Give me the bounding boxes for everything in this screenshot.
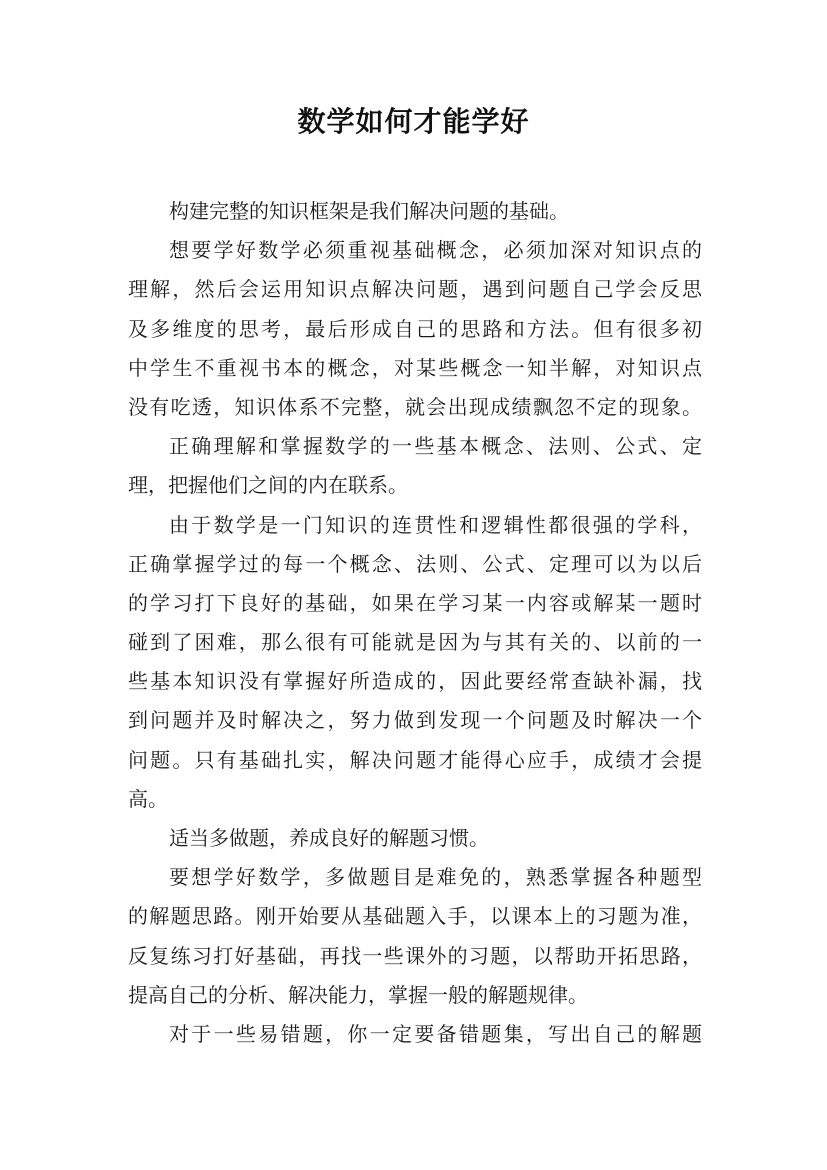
text-line: 由于数学是一门知识的连贯性和逻辑性都很强的学科，: [169, 512, 702, 537]
text-line: 些基本知识没有掌握好所造成的，因此要经常查缺补漏，找: [128, 669, 702, 694]
text-line: 问题。只有基础扎实，解决问题才能得心应手，成绩才会提: [128, 747, 702, 772]
text-line: 想要学好数学必须重视基础概念，必须加深对知识点的: [169, 238, 702, 263]
text-line: 对于一些易错题，你一定要备错题集，写出自己的解题: [169, 1021, 702, 1046]
document-title: 数学如何才能学好: [297, 105, 530, 138]
text-line: 理，把握他们之间的内在联系。: [128, 473, 408, 498]
text-line: 的解题思路。刚开始要从基础题入手，以课本上的习题为准，: [128, 904, 702, 929]
text-line: 没有吃透，知识体系不完整，就会出现成绩飘忽不定的现象。: [128, 394, 702, 419]
text-line: 构建完整的知识框架是我们解决问题的基础。: [169, 199, 569, 223]
text-line: 碰到了困难，那么很有可能就是因为与其有关的、以前的一: [128, 630, 702, 655]
text-line: 反复练习打好基础，再找一些课外的习题，以帮助开拓思路，: [128, 943, 702, 968]
text-line: 及多维度的思考，最后形成自己的思路和方法。但有很多初: [128, 316, 702, 341]
document-body: [128, 192, 702, 1054]
text-line: 的学习打下良好的基础，如果在学习某一内容或解某一题时: [128, 590, 702, 615]
text-line: 到问题并及时解决之，努力做到发现一个问题及时解决一个: [128, 708, 702, 733]
text-line: 正确掌握学过的每一个概念、法则、公式、定理可以为以后: [128, 551, 702, 576]
text-line: 提高自己的分析、解决能力，掌握一般的解题规律。: [128, 982, 588, 1007]
text-line: 中学生不重视书本的概念，对某些概念一知半解，对知识点: [128, 355, 702, 380]
text-line: 适当多做题，养成良好的解题习惯。: [169, 826, 489, 850]
text-line: 高。: [128, 786, 168, 811]
text-line: 要想学好数学，多做题目是难免的，熟悉掌握各种题型: [169, 865, 702, 890]
text-line: 理解，然后会运用知识点解决问题，遇到问题自己学会反思: [128, 277, 702, 302]
text-line: 正确理解和掌握数学的一些基本概念、法则、公式、定: [169, 434, 702, 459]
